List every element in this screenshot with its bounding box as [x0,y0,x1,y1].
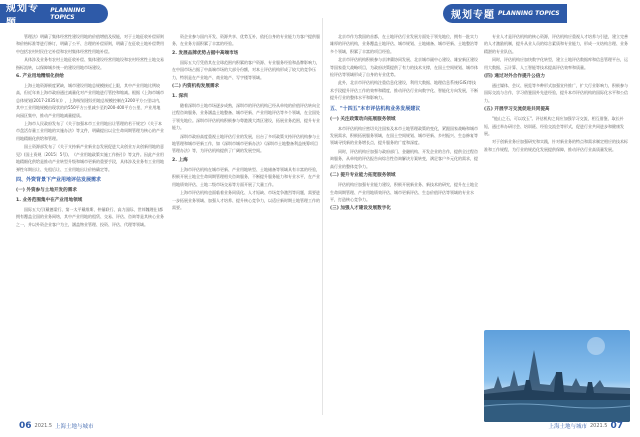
section-heading: 四、外资背景下产业用地评估发展需求 [16,176,102,183]
paragraph: 资企业参与国内开发、资源共享、优势互补，依托自身的专业能力为客户提供服务，在业务方面积累了丰富的经验。 [172,34,320,47]
illustration-photo [484,330,630,422]
city-skyline-image [484,330,630,422]
paragraph: 管理法》明确了集体经营性建设用地的价值增值及权能，对于土地征收补偿原则和价格标准等进行修订，明确了公平、合理的补偿原则，明确了在征收土地补偿费用中包括农村村民住宅补偿和农村集体经营性用地补偿。 [16,34,164,54]
paragraph: 本市评估机构应密切关注国家及本市土地管理政策的变化，紧跟国家战略和城市发展需求，积极拓展服务领域，在国土空间规划、城市更新、乡村振兴、生态修复等领域寻找新的业务增长点，提升服务的广度和深度。 [330,125,478,146]
magazine-name-right: 上海土地与城市 [548,424,587,430]
paragraph: 具体涉及业务有农村土地征收补偿、集体建设经营用地设和农村经营性土地交易指标流转，以保障城乡统一的建设用地市场建设。 [16,57,164,70]
magazine-name-left: 上海土地与城市 [55,424,94,430]
paragraph: 对于创新业务应加强研究和实践，针对新业务的特点和需求制定相应的技术标准和工作规程，为行业的规范化发展提供保障，推动评估行业高质量发展。 [484,139,628,152]
section-header-right [443,4,567,23]
subsection-heading: (一) 外资参与土地开发的需求 [16,187,77,193]
subsection-heading: 2. 上海 [172,157,188,163]
paragraph: 上海土地资源极度紧缺，城市建设用地总规模接近上限，其中产业用地比例较高，但近年来上海市政府通过减量化对产业用地进行管控和缩减。根据《上海市城市总体规划(2017-2035年)》，上海规划建设用地总规模控制在3200平方公里以内，其中工业用地规模由现状的约550平方公里减少至约200-400平方公里，产业用地向园区集中，推动产业用地减量提质。 [16,83,164,118]
paragraph: 专业人才是评估机构的核心资源，评估机构应重视人才培养与引进，建立完善的人才激励机制，提升从业人员的综合素质和专业能力，形成一支结构合理、业务精湛的专业队伍。 [484,34,628,54]
paragraph: 上海市评估机构也面临着业务同质化、人才短缺、市场竞争激烈等问题，需要进一步拓展业务领域、加强人才培养、提升核心竞争力，以适应新时期土地管理工作的需要。 [172,190,320,210]
subsection-heading: (五) 开展学习交流促进共同提高 [484,107,550,113]
subsection-heading: 6. 产业用地精细化供给 [16,74,64,80]
paragraph: 北京市评估机构积极参与京津冀协同发展、北京城市副中心建设、雄安新区建设等国家重大战略项目，为政府决策提供了有力的技术支撑，在国土空间规划、城市体检评估等领域形成了自身的专业优势。 [330,57,478,78]
section-title-en: PLANNING TOPICS [50,6,86,21]
paragraph: 同时，评估机构应加快数字化转型，建立土地评估数据库和信息管理平台，运用大数据、云计算、人工智能等技术提高评估效率和质量。 [484,57,628,70]
paragraph: 上海市人民政府发布了《关于加强本市工业用地出让管理的若干规定》《关于本市盘活存量工业用地的实施办法》等文件，明确提出以全生命周期管理为核心的产业用地精细化供给和管理。 [16,121,164,141]
text-column-4 [484,33,630,323]
paragraph: 随着深圳市土地市场逐步成熟，深圳市的评估机构已经从单纯的价值评估转向全过程咨询服务，业务涵盖土地整备、城市更新、产业用地评估等多个领域，在全国处于领先地位。深圳市评估机构积极参与粤港澳大湾区建设，拓展业务范围，提升专业能力。 [172,103,320,131]
paragraph: 国土资源部发布了《关于支持新产业新业态发展促进大众创业万众创新用地的意见》(国土资规〔2015〕5号)、《产业用地政策实施工作指引》等文件。因此产业用地精细化供给是推动产业转型升级和城市更新的重要手段，具体涉及业务有工业用地弹性年期出让、先租后让、工业用地出让价格确定等。 [16,144,164,172]
subsection-heading: 2. 发展品牌优势占据中高端市场 [172,50,239,56]
text-column-1 [16,33,164,413]
subsection-heading: 1. 业务范围集中在产业用地领域 [16,197,83,203]
paragraph: 北京市作为我国的首都，在土地评估行业发展方面处于领先地位，拥有一批实力雄厚的评估机构，业务覆盖土地评估、城市规划、土地储备、城市更新、土地整治等多个领域，积累了丰富的项目经验。 [330,34,478,54]
paragraph: 国际五大行凭借其在全球范围内积累的客户资源、专业服务经验和品牌影响力，在中国市场占据了中高端市场的大部分份额，对本土评估机构形成了较大的竞争压力，特别是在产业地产、商业地产、写字楼等领域。 [172,59,320,80]
paragraph: "他山之石，可以攻玉"。评估机构之间应加强学习交流，相互借鉴、取长补短，通过举办研讨会、培训班、经验交流会等形式，促进行业共同进步和健康发展。 [484,116,624,137]
footer-right [545,421,626,431]
issue-date-left: 2021.5 [34,423,53,429]
paragraph: 此外，北京市评估机构注重信息化建设，利用大数据、地理信息系统(GIS)等技术手段提升评估工作的效率和精度，推动评估行业向数字化、智能化方向发展，不断提升行业的整体水平和影响力。 [330,80,478,101]
subsection-heading: (二) 提升专业能力拓宽服务领域 [330,173,396,179]
page-number-left: 06 [19,421,32,431]
section-heading: 五、"十四五"本市评估机构业务发展建议 [330,105,421,112]
paragraph: 通过媒体、会议、展览等多种形式加强宣传推广，扩大行业影响力，积极参与国际交流与合作，学习借鉴国外先进经验，提升本市评估机构的国际化水平和公信力。 [484,83,628,103]
page-number-right: 07 [610,421,623,431]
section-title-cn-right: 规划专题 [451,10,495,21]
section-header-left [0,2,108,29]
text-column-2 [172,33,320,413]
page-gutter [322,18,323,415]
issue-date-right: 2021.5 [589,423,608,429]
section-title-en-right: PLANNING TOPICS [498,10,560,17]
paragraph: 上海市评估机构在城市更新、产业用地转型、土地储备等领域具有丰富的经验，积极开展土地全生命周期管理相关咨询服务，不断提升服务能力和专业水平，在产业用地绩效评估、土地二级市场交易等方面开展了大量工作。 [172,166,320,187]
text-column-3 [330,33,478,413]
paragraph: 同时，评估机构应加强与政府部门、金融机构、开发企业的合作，提供全过程咨询服务，从单纯的评估报告向综合性咨询解决方案转变，满足客户多元化的需求，提高行业的整体竞争力。 [330,148,478,169]
subsection-heading: 1. 深圳 [172,94,188,100]
paragraph: 国际五大行(戴德梁行、第一太平戴维斯、仲量联行、高力国际、世邦魏理仕)都拥有覆盖全国的业务网络，其中产业用地的租赁、交易、评估、咨询等是其核心业务之一，并以外资企业客户为主，涵盖物业管理、投资、评估、代理等领域。 [16,206,164,227]
subsection-heading: (二) 内资机构发展需求 [172,84,220,90]
subsection-heading: (三) 加强人才建设发展数字化 [330,206,391,212]
section-title-cn: 规划专题 [6,2,39,29]
paragraph: 深圳市政府高度重视土地评估行业的发展，出台了多项政策支持评估机构参与土地管理和城市更新工作，如《深圳市城市更新办法》《深圳市土地整备利益统筹项目管理办法》等，为评估机构提供了广阔的发展空间。 [172,133,320,154]
footer-left [16,421,97,431]
paragraph: 评估机构应加强专业能力建设，积极开展新业务、新技术的研究，提升在土地全生命周期管理、产业用地绩效评估、城市更新评估、生态价值评估等领域的专业水平，打造核心竞争力。 [330,182,478,202]
subsection-heading: (四) 通过对外合作提升公信力 [484,74,545,80]
subsection-heading: (一) 关注政策动向拓展服务领域 [330,116,396,122]
